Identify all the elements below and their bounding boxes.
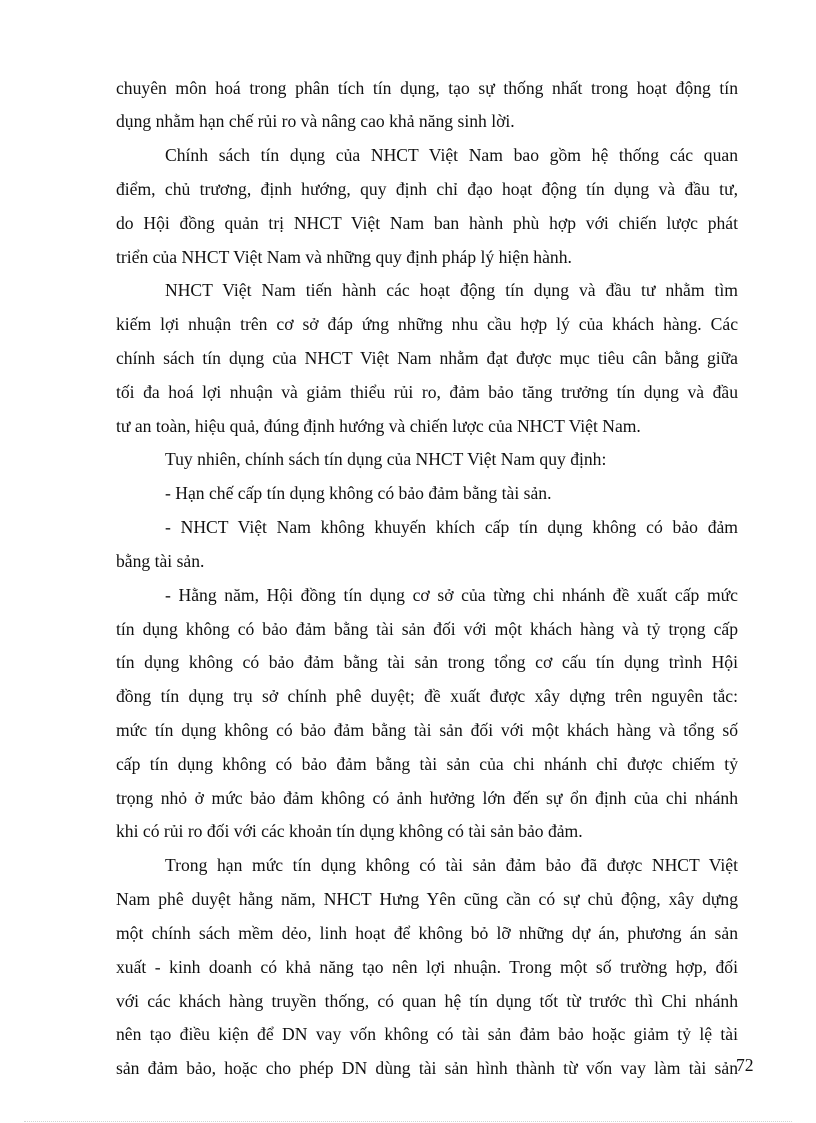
text-line: tối đa hoá lợi nhuận và giảm thiểu rủi ro, đảm bảo tăng trưởng tín dụng và đầu [116, 382, 738, 402]
text-line: đồng tín dụng trụ sở chính phê duyệt; đề xuất được xây dựng trên nguyên tắc: [116, 686, 738, 706]
text-line: bằng tài sản. [116, 551, 205, 571]
text-line: một chính sách mềm dẻo, linh hoạt để không bỏ lỡ những dự án, phương án sản [116, 923, 738, 943]
text-line: Tuy nhiên, chính sách tín dụng của NHCT Việt Nam quy định: [165, 449, 607, 469]
text-line: kiếm lợi nhuận trên cơ sở đáp ứng những nhu cầu hợp lý của khách hàng. Các [116, 314, 738, 334]
text-line: tín dụng không có bảo đảm bằng tài sản đối với một khách hàng và tỷ trọng cấp [116, 619, 738, 639]
text-line: dụng nhằm hạn chế rủi ro và nâng cao khả năng sinh lời. [116, 111, 515, 131]
text-line: - Hạn chế cấp tín dụng không có bảo đảm bằng tài sản. [165, 483, 552, 503]
text-line: - NHCT Việt Nam không khuyến khích cấp tín dụng không có bảo đảm [165, 517, 738, 537]
text-line: tư an toàn, hiệu quả, đúng định hướng và chiến lược của NHCT Việt Nam. [116, 416, 641, 436]
text-line: chuyên môn hoá trong phân tích tín dụng, tạo sự thống nhất trong hoạt động tín [116, 78, 738, 98]
text-line: trọng nhỏ ở mức bảo đảm không có ảnh hưởng lớn đến sự ổn định của chi nhánh [116, 788, 738, 808]
text-line: Chính sách tín dụng của NHCT Việt Nam bao gồm hệ thống các quan [165, 145, 738, 165]
text-line: khi có rủi ro đối với các khoản tín dụng không có tài sản bảo đảm. [116, 821, 583, 841]
text-line: cấp tín dụng không có bảo đảm bằng tài sản của chi nhánh chỉ được chiếm tỷ [116, 754, 738, 774]
text-line: sản đảm bảo, hoặc cho phép DN dùng tài sản hình thành từ vốn vay làm tài sản [116, 1058, 738, 1078]
text-line: điểm, chủ trương, định hướng, quy định chỉ đạo hoạt động tín dụng và đầu tư, [116, 179, 738, 199]
text-line: nên tạo điều kiện để DN vay vốn không có tài sản đảm bảo hoặc giảm tỷ lệ tài [116, 1024, 738, 1044]
text-line: Trong hạn mức tín dụng không có tài sản đảm bảo đã được NHCT Việt [165, 855, 738, 875]
text-line: do Hội đồng quản trị NHCT Việt Nam ban hành phù hợp với chiến lược phát [116, 213, 738, 233]
text-line: Nam phê duyệt hằng năm, NHCT Hưng Yên cũng cần có sự chủ động, xây dựng [116, 889, 738, 909]
text-line: mức tín dụng không có bảo đảm bằng tài sản đối với một khách hàng và tổng số [116, 720, 738, 740]
text-line: triển của NHCT Việt Nam và những quy định pháp lý hiện hành. [116, 247, 572, 267]
text-line: tín dụng không có bảo đảm bằng tài sản trong tổng cơ cấu tín dụng trình Hội [116, 652, 738, 672]
page-number: 72 [736, 1055, 754, 1075]
text-line: chính sách tín dụng của NHCT Việt Nam nhằm đạt được mục tiêu cân bằng giữa [116, 348, 738, 368]
text-line: với các khách hàng truyền thống, có quan hệ tín dụng tốt từ trước thì Chi nhánh [116, 991, 738, 1011]
text-line: NHCT Việt Nam tiến hành các hoạt động tín dụng và đầu tư nhằm tìm [165, 280, 738, 300]
text-line: - Hằng năm, Hội đồng tín dụng cơ sở của từng chi nhánh đề xuất cấp mức [165, 585, 738, 605]
text-line: xuất - kinh doanh có khả năng tạo nên lợi nhuận. Trong một số trường hợp, đối [116, 957, 738, 977]
page-bottom-divider [24, 1121, 792, 1122]
